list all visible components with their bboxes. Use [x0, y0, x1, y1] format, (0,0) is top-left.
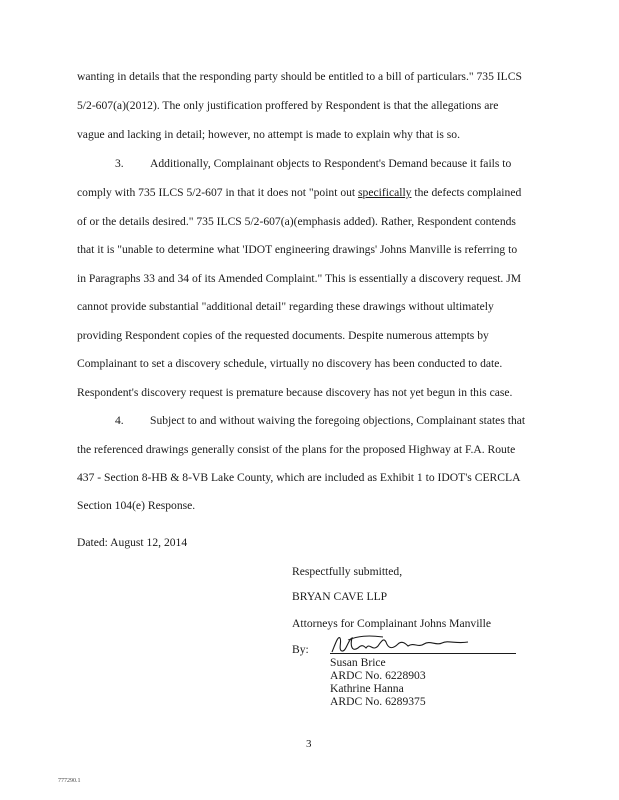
body-text-line: Subject to and without waiving the foregoing objections, Complainant states that [150, 414, 526, 427]
body-text-line: that it is "unable to determine what 'IDOT engineering drawings' Johns Manville is referring to [77, 243, 518, 256]
body-text-line: of or the details desired." 735 ILCS 5/2-607(a)(emphasis added). Rather, Respondent contends [77, 215, 516, 228]
attorney-ardc: ARDC No. 6289375 [330, 695, 426, 708]
body-text-line: Section 104(e) Response. [77, 499, 196, 512]
date-line: Dated: August 12, 2014 [77, 536, 188, 549]
body-text-line: 437 - Section 8-HB & 8-VB Lake County, which are included as Exhibit 1 to IDOT's CERCLA [77, 471, 521, 484]
body-text-line: 5/2-607(a)(2012). The only justification proffered by Respondent is that the allegations are [77, 99, 499, 112]
attorney-name: Kathrine Hanna [330, 682, 404, 695]
handwritten-signature [328, 632, 478, 658]
attorney-name: Susan Brice [330, 656, 386, 669]
text-run: comply with 735 ILCS 5/2-607 in that it does not "point out [77, 186, 359, 199]
body-text-line: providing Respondent copies of the requested documents. Despite numerous attempts by [77, 329, 489, 342]
paragraph-number: 4. [115, 414, 124, 427]
closing: Respectfully submitted, [292, 565, 403, 578]
body-text-line: Additionally, Complainant objects to Respondent's Demand because it fails to [150, 157, 512, 170]
attorney-role: Attorneys for Complainant Johns Manville [292, 617, 492, 630]
firm-name: BRYAN CAVE LLP [292, 590, 388, 603]
body-text-line: cannot provide substantial "additional detail" regarding these drawings without ultimately [77, 300, 494, 313]
by-label: By: [292, 643, 309, 656]
signature-line [330, 653, 516, 654]
body-text-line: Complainant to set a discovery schedule, virtually no discovery has been conducted to date. [77, 357, 503, 370]
document-id: 777290.1 [58, 778, 81, 784]
body-text-line: vague and lacking in detail; however, no attempt is made to explain why that is so. [77, 128, 461, 141]
body-text-line: in Paragraphs 33 and 34 of its Amended Complaint." This is essentially a discovery request. JM [77, 272, 522, 285]
attorney-ardc: ARDC No. 6228903 [330, 669, 426, 682]
body-text-line [77, 186, 547, 200]
body-text-line: Respondent's discovery request is premature because discovery has not yet begun in this case. [77, 386, 513, 399]
body-text-line: wanting in details that the responding party should be entitled to a bill of particulars." 735 ILCS [77, 70, 522, 83]
text-run: the defects complained [411, 186, 522, 199]
body-text-line: the referenced drawings generally consist of the plans for the proposed Highway at F.A. Route [77, 443, 516, 456]
emphasized-text: specifically [358, 186, 412, 199]
page-number: 3 [306, 738, 312, 750]
paragraph-number: 3. [115, 157, 124, 170]
